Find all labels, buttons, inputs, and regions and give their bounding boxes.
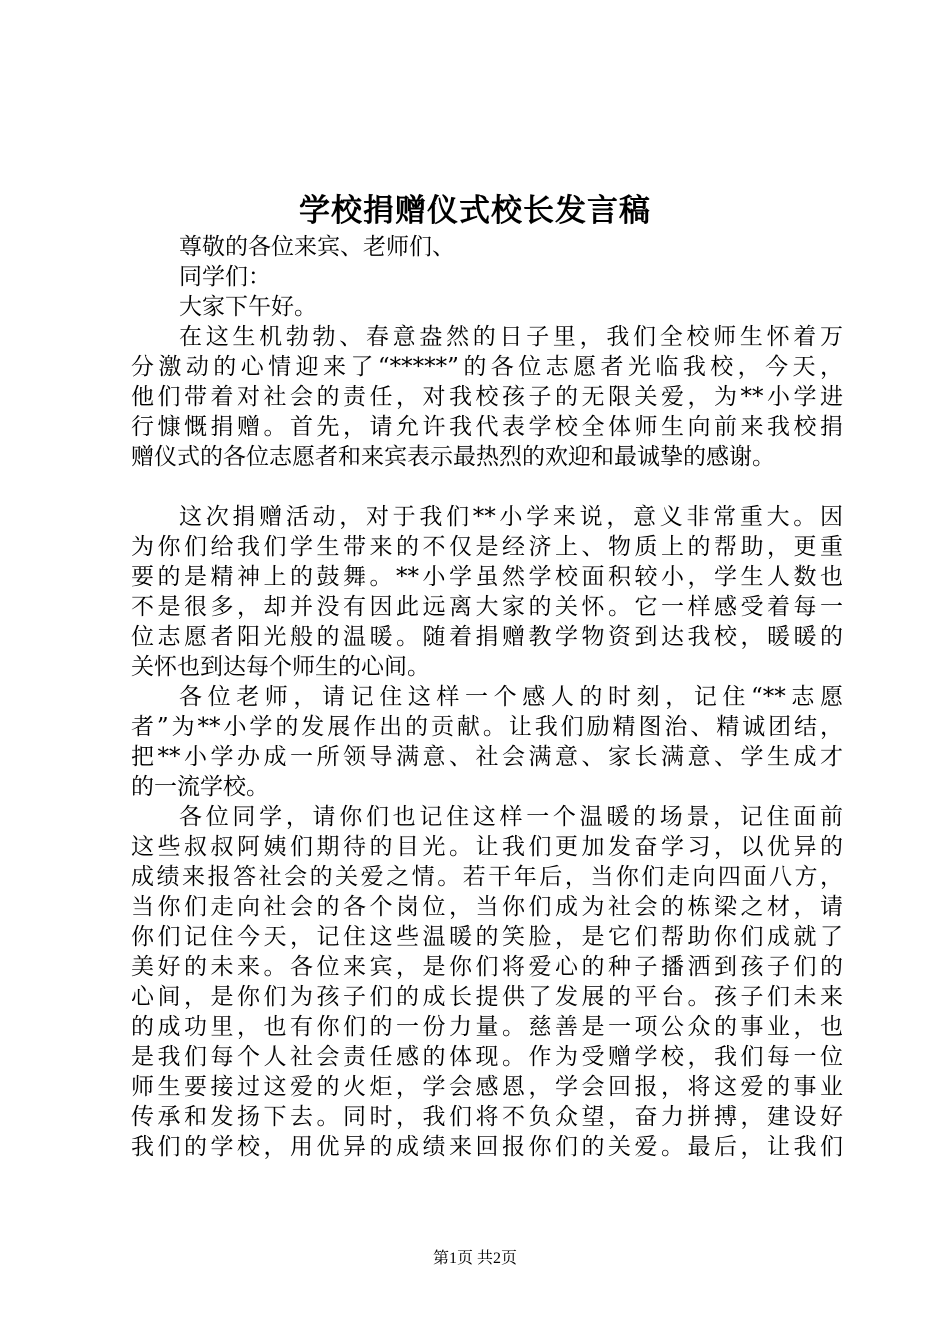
text-line: 他们带着对社会的责任，对我校孩子的无限关爱，为**小学进: [131, 384, 843, 410]
document-title: 学校捐赠仪式校长发言稿: [299, 193, 651, 229]
text-line: 位志愿者阳光般的温暖。随着捐赠教学物资到达我校，暖暖的: [131, 624, 843, 650]
text-line: 美好的未来。各位来宾，是你们将爱心的种子播洒到孩子们的: [131, 954, 843, 980]
text-line: 要的是精神上的鼓舞。**小学虽然学校面积较小，学生人数也: [131, 564, 843, 590]
text-line: 不是很多，却并没有因此远离大家的关怀。它一样感受着每一: [131, 594, 843, 620]
text-line: 的一流学校。: [131, 774, 269, 800]
text-line: 分激动的心情迎来了“*****”的各位志愿者光临我校，今天，: [131, 354, 843, 380]
text-line: 是我们每个人社会责任感的体现。作为受赠学校，我们每一位: [131, 1044, 843, 1070]
text-line: 关怀也到达每个师生的心间。: [131, 654, 430, 680]
text-line: 尊敬的各位来宾、老师们、: [179, 234, 455, 260]
text-line: 传承和发扬下去。同时，我们将不负众望，奋力拼搏，建设好: [131, 1104, 843, 1130]
text-line: 你们记住今天，记住这些温暖的笑脸，是它们帮助你们成就了: [131, 924, 843, 950]
text-line: 这些叔叔阿姨们期待的目光。让我们更加发奋学习，以优异的: [131, 834, 843, 860]
document-body: [131, 232, 843, 1162]
text-line: 各位同学，请你们也记住这样一个温暖的场景，记住面前: [179, 804, 843, 830]
text-line: 我们的学校，用优异的成绩来回报你们的关爱。最后，让我们: [131, 1134, 843, 1160]
text-line: 赠仪式的各位志愿者和来宾表示最热烈的欢迎和最诚挚的感谢。: [131, 444, 775, 470]
text-line: 各位老师，请记住这样一个感人的时刻，记住“**志愿: [179, 684, 843, 710]
blank-line: [131, 472, 843, 502]
text-line: 在这生机勃勃、春意盎然的日子里，我们全校师生怀着万: [179, 324, 843, 350]
text-line: 这次捐赠活动，对于我们**小学来说，意义非常重大。因: [179, 504, 843, 530]
text-line: 的成功里，也有你们的一份力量。慈善是一项公众的事业，也: [131, 1014, 843, 1040]
text-line: 成绩来报答社会的关爱之情。若干年后，当你们走向四面八方，: [131, 864, 843, 890]
text-line: 为你们给我们学生带来的不仅是经济上、物质上的帮助，更重: [131, 534, 843, 560]
text-line: 师生要接过这爱的火炬，学会感恩，学会回报，将这爱的事业: [131, 1074, 843, 1100]
text-line: 大家下午好。: [179, 294, 317, 320]
page-footer: 第1页 共2页: [432, 1250, 517, 1267]
text-line: 把**小学办成一所领导满意、社会满意、家长满意、学生成才: [131, 744, 843, 770]
text-line: 心间，是你们为孩子们的成长提供了发展的平台。孩子们未来: [131, 984, 843, 1010]
text-line: 同学们：: [179, 264, 271, 290]
text-line: 者”为**小学的发展作出的贡献。让我们励精图治、精诚团结，: [131, 714, 843, 740]
text-line: 当你们走向社会的各个岗位，当你们成为社会的栋梁之材，请: [131, 894, 843, 920]
text-line: 行慷慨捐赠。首先，请允许我代表学校全体师生向前来我校捐: [131, 414, 843, 440]
